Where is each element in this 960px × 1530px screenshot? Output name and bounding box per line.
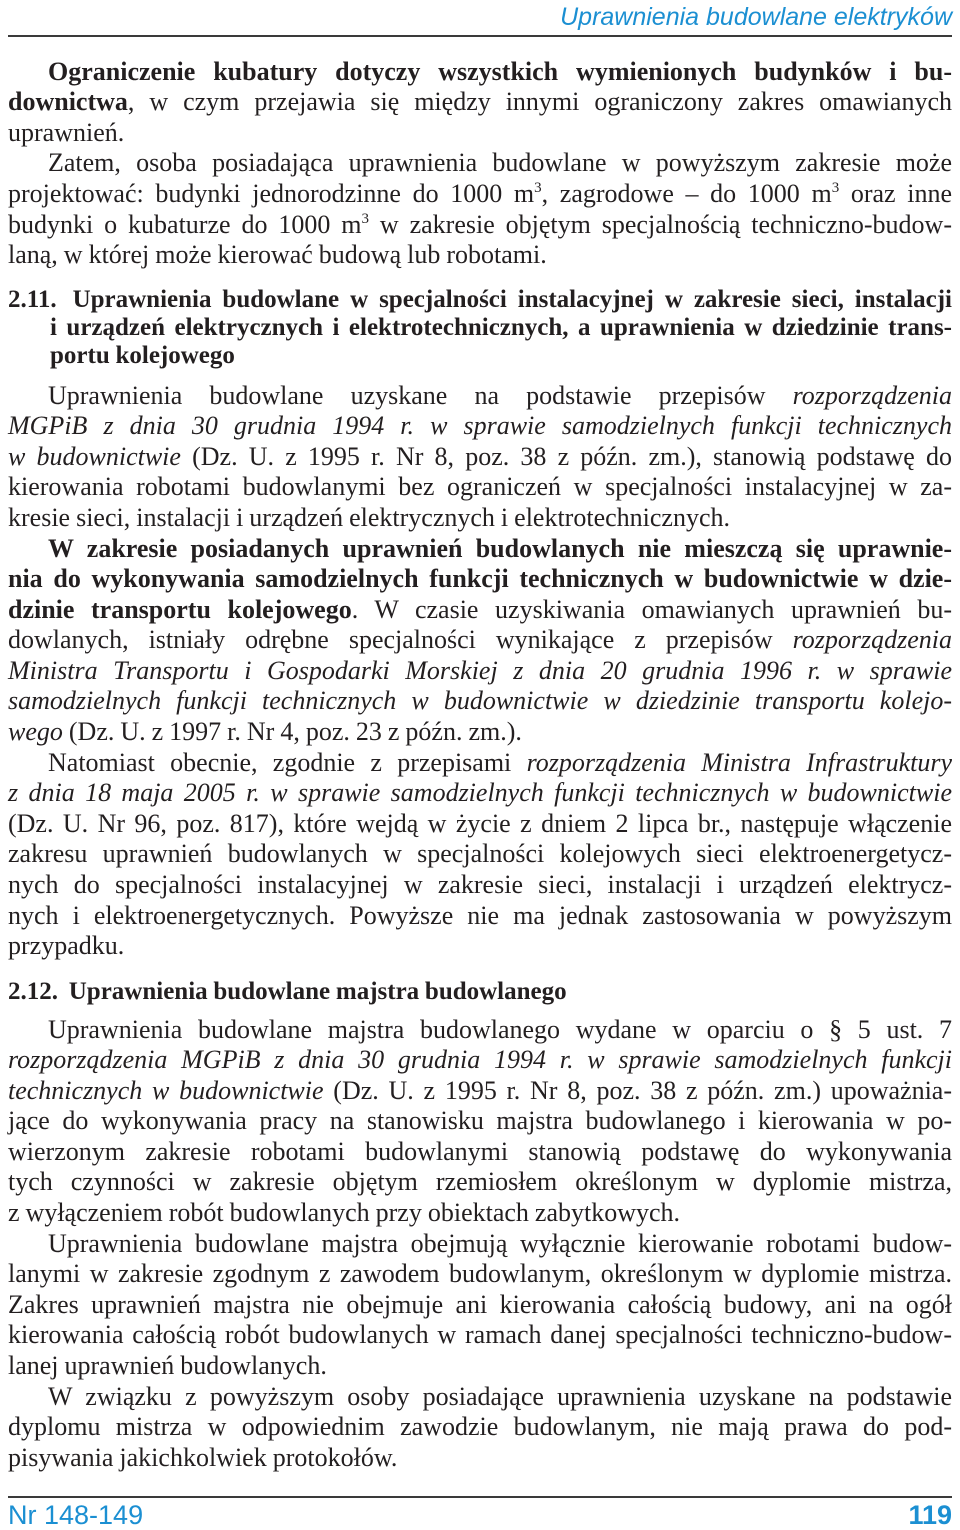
text-run: z wyłączeniem robót budowlanych przy obiektach zabytkowych. [8,1198,681,1228]
text-line [8,1229,952,1260]
text-run: jące do wykonywania pracy na stanowisku majstra budowlanego i kierowania w po- [8,1106,952,1136]
italic-text: rozporządzenia [792,625,952,655]
text-run: dyplomu mistrza w odpowiednim zawodzie budowlanym, nie mają prawa do pod- [8,1412,952,1442]
footer-issue-number: Nr 148-149 [8,1500,144,1530]
text-line [8,931,952,962]
text-line [8,1167,952,1198]
text-run: Uprawnienia budowlane majstra budowlanego wydane w oparciu o § 5 ust. 7 [48,1014,952,1044]
text-run: (Dz. U. z 1995 r. Nr 8, poz. 38 z późn. zm.) upoważnia- [323,1075,952,1105]
text-line [8,1076,952,1107]
italic-text: technicznych w budownictwie [8,1075,324,1105]
text-run: pisywania jakichkolwiek protokołów. [8,1442,398,1472]
text-line [8,118,952,149]
heading-line [8,342,952,370]
text-line [8,839,952,870]
heading-line [8,314,952,342]
text-run: dowlanych, istniały odrębne specjalności wynikające z przepisów [8,625,793,655]
text-line [8,1045,952,1076]
text-line [8,809,952,840]
text-line [8,1382,952,1413]
text-run: kierowania robotami budowlanymi bez ograniczeń w specjalności instalacyjnej w za- [8,472,952,502]
text-run: Natomiast obecnie, zgodnie z przepisami [48,747,527,777]
text-run: wierzonym zakresie robotami budowlanymi stanowią podstawę do wykonywania [8,1136,952,1166]
text-run: budynki o kubaturze do 1000 m [8,209,362,239]
text-line [8,901,952,932]
text-run: . W czasie uzyskiwania omawianych uprawnień bu- [351,594,952,624]
text-line [8,1351,952,1382]
section-number: 2.12. [8,977,58,1005]
text-run: Zatem, osoba posiadająca uprawnienia budowlane w powyższym zakresie może [48,148,952,178]
text-line [8,1015,952,1046]
text-line [8,870,952,901]
bold-text: W zakresie posiadanych uprawnień budowlanych nie mieszczą się uprawnie- [48,533,952,563]
paragraph [8,1015,952,1229]
text-run: (Dz. U. z 1997 r. Nr 4, poz. 23 z późn. zm.). [62,717,522,747]
bold-text: i urządzeń elektrycznych i elektrotechnicznych, a uprawnienia w dziedzinie trans- [50,313,952,341]
heading-line [8,286,952,314]
text-run: w zakresie objętym specjalnością techniczno-budow- [369,209,952,239]
text-line [8,748,952,779]
text-line [8,1137,952,1168]
text-line [8,1198,952,1229]
section-heading [8,978,952,1006]
italic-text: wego [8,717,63,747]
text-line [8,240,952,271]
text-run: (Dz. U. z 1995 r. Nr 8, poz. 38 z późn. zm.), stanowią podstawę do [180,441,952,471]
bold-text: nia do wykonywania samodzielnych funkcji technicznych w budownictwie w dzie- [8,564,952,594]
paragraph [8,1229,952,1382]
text-run: nych i elektroenergetycznych. Powyższe nie ma jednak zastosowania w powyższym [8,900,952,930]
bold-text: portu kolejowego [50,341,235,369]
text-run: , zagrodowe – do 1000 m [541,179,832,209]
paragraph [8,534,952,748]
text-run: kresie sieci, instalacji i urządzeń elektrycznych i elektrotechnicznych. [8,502,730,532]
text-run: projektować: budynki jednorodzinne do 1000 m [8,179,535,209]
italic-text: samodzielnych funkcji technicznych w budownictwie w dziedzinie transportu kolejo- [8,686,952,716]
paragraph [8,381,952,534]
paragraph [8,748,952,962]
text-line [8,148,952,179]
text-line [8,1290,952,1321]
text-run: lanej uprawnień budowlanych. [8,1351,327,1381]
text-line [8,57,952,88]
text-run: nych do specjalności instalacyjnej w zakresie sieci, instalacji i urządzeń elektrycz- [8,870,952,900]
section-heading [8,286,952,370]
bold-text: downictwa [8,87,128,117]
page-number: 119 [908,1500,952,1530]
bold-text: Uprawnienia budowlane majstra budowlanego [63,977,567,1005]
bold-text: dzinie transportu kolejowego [8,594,352,624]
text-run: , w czym przejawia się między innymi ograniczony zakres omawianych [127,87,952,117]
text-run: Uprawnienia budowlane uzyskane na podstawie przepisów [48,380,793,410]
text-run: tych czynności w zakresie objętym rzemiosłem określonym w dyplomie mistrza, [8,1167,952,1197]
header-rule [8,35,952,37]
text-run: W związku z powyższym osoby posiadające uprawnienia uzyskane na podstawie [48,1381,952,1411]
text-run: przypadku. [8,931,125,961]
text-line [8,1259,952,1290]
text-run: kierowania całością robót budowlanych w ramach danej specjalności techniczno-budow- [8,1320,952,1350]
text-line [8,686,952,717]
text-line [8,472,952,503]
text-line [8,503,952,534]
text-line [8,717,952,748]
italic-text: Ministra Transportu i Gospodarki Morskiej z dnia 20 grudnia 1996 r. w sprawie [8,655,952,685]
text-run: laną, w której może kierować budową lub robotami. [8,240,547,270]
paragraph [8,1382,952,1474]
italic-text: rozporządzenia MGPiB z dnia 30 grudnia 1994 r. w sprawie samodzielnych funkcji [8,1045,952,1075]
text-line [8,595,952,626]
text-run: Zakres uprawnień majstra nie obejmuje ani kierowania całością budowy, ani na ogół [8,1289,952,1319]
text-line [8,625,952,656]
text-line [8,411,952,442]
text-line [8,1320,952,1351]
text-line [8,381,952,412]
italic-text: w budownictwie [8,441,181,471]
superscript: 3 [361,210,369,227]
text-run: zakresu uprawnień budowlanych w specjalności kolejowych sieci elektroenergetycz- [8,839,952,869]
bold-text: Uprawnienia budowlane w specjalności instalacyjnej w zakresie sieci, instalacji [61,285,952,313]
text-run: lanymi w zakresie zgodnym z zawodem budowlanym, określonym w dyplomie mistrza. [8,1259,952,1289]
text-line [8,1412,952,1443]
heading-line [8,978,952,1006]
paragraph [8,57,952,149]
text-line [8,87,952,118]
text-line [8,778,952,809]
italic-text: rozporządzenia Ministra Infrastruktury [526,747,952,777]
text-line [8,1106,952,1137]
article-body [8,57,952,1474]
text-line [8,564,952,595]
text-run: Uprawnienia budowlane majstra obejmują wyłącznie kierowanie robotami budow- [48,1228,952,1258]
italic-text: rozporządzenia [792,380,952,410]
text-line [8,534,952,565]
running-header-title: Uprawnienia budowlane elektryków [560,3,952,31]
section-number: 2.11. [8,285,57,313]
italic-text: MGPiB z dnia 30 grudnia 1994 r. w sprawie samodzielnych funkcji technicznych [8,411,952,441]
footer-rule [8,1496,952,1498]
text-line [8,656,952,687]
text-line [8,210,952,241]
text-line [8,442,952,473]
bold-text: Ograniczenie kubatury dotyczy wszystkich wymienionych budynków i bu- [48,56,952,86]
text-run: oraz inne [839,179,952,209]
text-run: (Dz. U. Nr 96, poz. 817), które wejdą w życie z dniem 2 lipca br., następuje włączenie [8,808,952,838]
text-line [8,1443,952,1474]
italic-text: z dnia 18 maja 2005 r. w sprawie samodzielnych funkcji technicznych w budownictwie [8,778,952,808]
text-line [8,179,952,210]
superscript: 3 [831,180,840,197]
superscript: 3 [534,180,542,197]
text-run: uprawnień. [8,117,125,147]
paragraph [8,148,952,270]
